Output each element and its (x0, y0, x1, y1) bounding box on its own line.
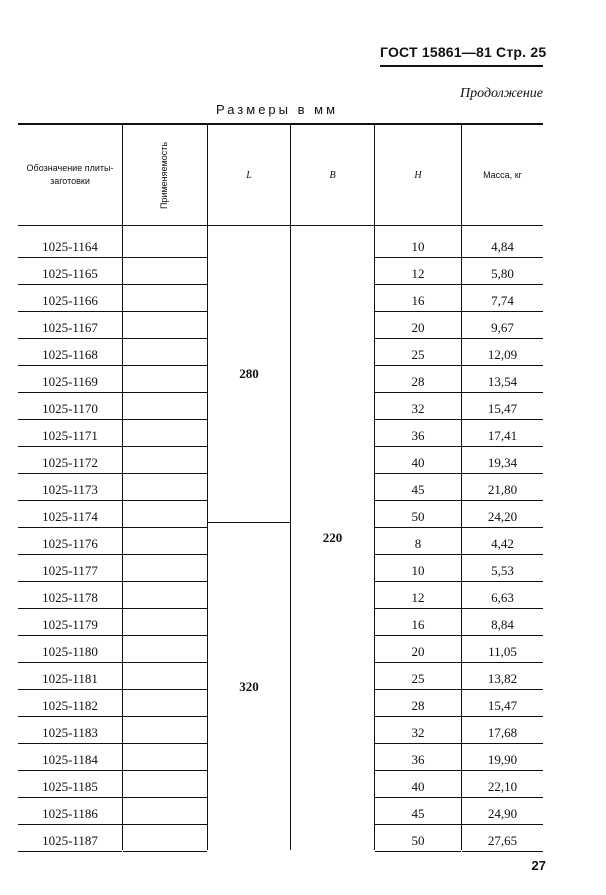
header-applicability (123, 125, 207, 225)
row-7-applicability-cell (123, 393, 207, 419)
document-reference: ГОСТ 15861—81 Стр. 25 (380, 44, 547, 60)
row-12-mass-cell: 4,42 (491, 536, 514, 551)
row-13-designation-cell: 1025-1177 (42, 563, 98, 578)
row-22-applicability-cell (123, 798, 207, 824)
row-11-applicability-cell (123, 501, 207, 527)
row-18-applicability-cell (123, 690, 207, 716)
row-16-applicability-cell (123, 636, 207, 662)
row-14-designation-cell: 1025-1178 (42, 590, 98, 605)
row-18-mass-cell: 15,47 (487, 698, 518, 713)
row-11-H-cell: 50 (411, 509, 425, 524)
row-23-H-cell: 50 (411, 833, 425, 848)
row-19-H-cell: 32 (411, 725, 425, 740)
row-8-applicability-cell (123, 420, 207, 446)
row-21-designation-cell: 1025-1185 (42, 779, 98, 794)
row-1-H-cell: 10 (411, 239, 425, 254)
table-caption: Размеры в мм (215, 102, 339, 117)
row-21-mass-cell: 22,10 (487, 779, 518, 794)
row-7-designation-cell: 1025-1170 (42, 401, 98, 416)
row-3-applicability-cell (123, 285, 207, 311)
row-4-designation-cell: 1025-1167 (42, 320, 98, 335)
row-2-applicability-cell (123, 258, 207, 284)
row-10-H-cell: 45 (411, 482, 425, 497)
row-6-designation-cell: 1025-1169 (42, 374, 98, 389)
row-17-designation-cell: 1025-1181 (42, 671, 98, 686)
row-rule (18, 851, 122, 852)
B-value-220: 220 (322, 530, 343, 545)
row-10-mass-cell: 21,80 (487, 482, 518, 497)
row-8-H-cell: 36 (411, 428, 425, 443)
row-19-designation-cell: 1025-1183 (42, 725, 98, 740)
row-21-applicability-cell (123, 771, 207, 797)
row-16-designation-cell: 1025-1180 (42, 644, 98, 659)
row-20-H-cell: 36 (411, 752, 425, 767)
row-13-mass-cell: 5,53 (491, 563, 514, 578)
row-7-mass-cell: 15,47 (487, 401, 518, 416)
header-L: L (246, 169, 252, 181)
row-22-mass-cell: 24,90 (487, 806, 518, 821)
row-9-H-cell: 40 (411, 455, 425, 470)
row-21-H-cell: 40 (411, 779, 425, 794)
row-17-H-cell: 25 (411, 671, 425, 686)
row-18-H-cell: 28 (411, 698, 425, 713)
row-18-designation-cell: 1025-1182 (42, 698, 98, 713)
row-11-designation-cell: 1025-1174 (42, 509, 98, 524)
row-12-applicability-cell (123, 528, 207, 554)
row-20-applicability-cell (123, 744, 207, 770)
header-B: B (329, 169, 336, 181)
row-8-designation-cell: 1025-1171 (42, 428, 98, 443)
page-number: 27 (531, 858, 546, 873)
row-rule (375, 851, 461, 852)
row-11-mass-cell: 24,20 (487, 509, 518, 524)
row-22-H-cell: 45 (411, 806, 425, 821)
row-2-designation-cell: 1025-1165 (42, 266, 98, 281)
header-designation: Обозначение плиты-заготовки (26, 163, 114, 186)
row-15-mass-cell: 8,84 (491, 617, 514, 632)
L-value-320: 320 (239, 678, 259, 694)
header-rule (380, 65, 543, 67)
L-value-280: 280 (239, 366, 259, 381)
row-rule (462, 851, 543, 852)
row-1-designation-cell: 1025-1164 (42, 239, 98, 254)
row-6-mass-cell: 13,54 (487, 374, 518, 389)
row-2-H-cell: 12 (411, 266, 425, 281)
row-8-mass-cell: 17,41 (487, 428, 518, 443)
row-5-mass-cell: 12,09 (487, 347, 518, 362)
row-14-H-cell: 12 (411, 590, 425, 605)
row-10-applicability-cell (123, 474, 207, 500)
row-6-H-cell: 28 (411, 374, 425, 389)
row-19-mass-cell: 17,68 (487, 725, 518, 740)
row-16-H-cell: 20 (411, 644, 425, 659)
row-15-designation-cell: 1025-1179 (42, 617, 98, 632)
row-14-mass-cell: 6,63 (491, 590, 514, 605)
row-rule (123, 851, 207, 852)
row-12-designation-cell: 1025-1176 (42, 536, 98, 551)
row-13-applicability-cell (123, 555, 207, 581)
row-1-mass-cell: 4,84 (491, 239, 514, 254)
row-15-H-cell: 16 (411, 617, 425, 632)
row-17-mass-cell: 13,82 (487, 671, 518, 686)
row-20-mass-cell: 19,90 (487, 752, 518, 767)
header-applicability-label: Применяемость (159, 141, 170, 209)
row-22-designation-cell: 1025-1186 (42, 806, 98, 821)
row-6-applicability-cell (123, 366, 207, 392)
row-2-mass-cell: 5,80 (491, 266, 514, 281)
row-3-H-cell: 16 (411, 293, 425, 308)
dimensions-table (18, 123, 543, 850)
row-16-mass-cell: 11,05 (488, 644, 517, 659)
row-14-applicability-cell (123, 582, 207, 608)
row-4-H-cell: 20 (411, 320, 425, 335)
row-12-H-cell: 8 (414, 536, 422, 551)
row-23-mass-cell: 27,65 (487, 833, 518, 848)
row-4-applicability-cell (123, 312, 207, 338)
row-23-designation-cell: 1025-1187 (42, 833, 98, 848)
row-10-designation-cell: 1025-1173 (42, 482, 98, 497)
row-4-mass-cell: 9,67 (491, 320, 514, 335)
row-5-H-cell: 25 (411, 347, 425, 362)
row-7-H-cell: 32 (411, 401, 425, 416)
row-3-mass-cell: 7,74 (491, 293, 514, 308)
row-5-applicability-cell (123, 339, 207, 365)
row-9-designation-cell: 1025-1172 (42, 455, 98, 470)
row-23-applicability-cell (123, 825, 207, 851)
row-5-designation-cell: 1025-1168 (42, 347, 98, 362)
continuation-label: Продолжение (460, 86, 543, 101)
row-1-applicability-cell (123, 231, 207, 257)
row-9-applicability-cell (123, 447, 207, 473)
header-mass: Масса, кг (483, 169, 522, 180)
row-17-applicability-cell (123, 663, 207, 689)
row-13-H-cell: 10 (411, 563, 425, 578)
row-19-applicability-cell (123, 717, 207, 743)
row-15-applicability-cell (123, 609, 207, 635)
row-9-mass-cell: 19,34 (487, 455, 518, 470)
row-20-designation-cell: 1025-1184 (42, 752, 98, 767)
header-H: H (414, 169, 422, 181)
row-3-designation-cell: 1025-1166 (42, 293, 98, 308)
